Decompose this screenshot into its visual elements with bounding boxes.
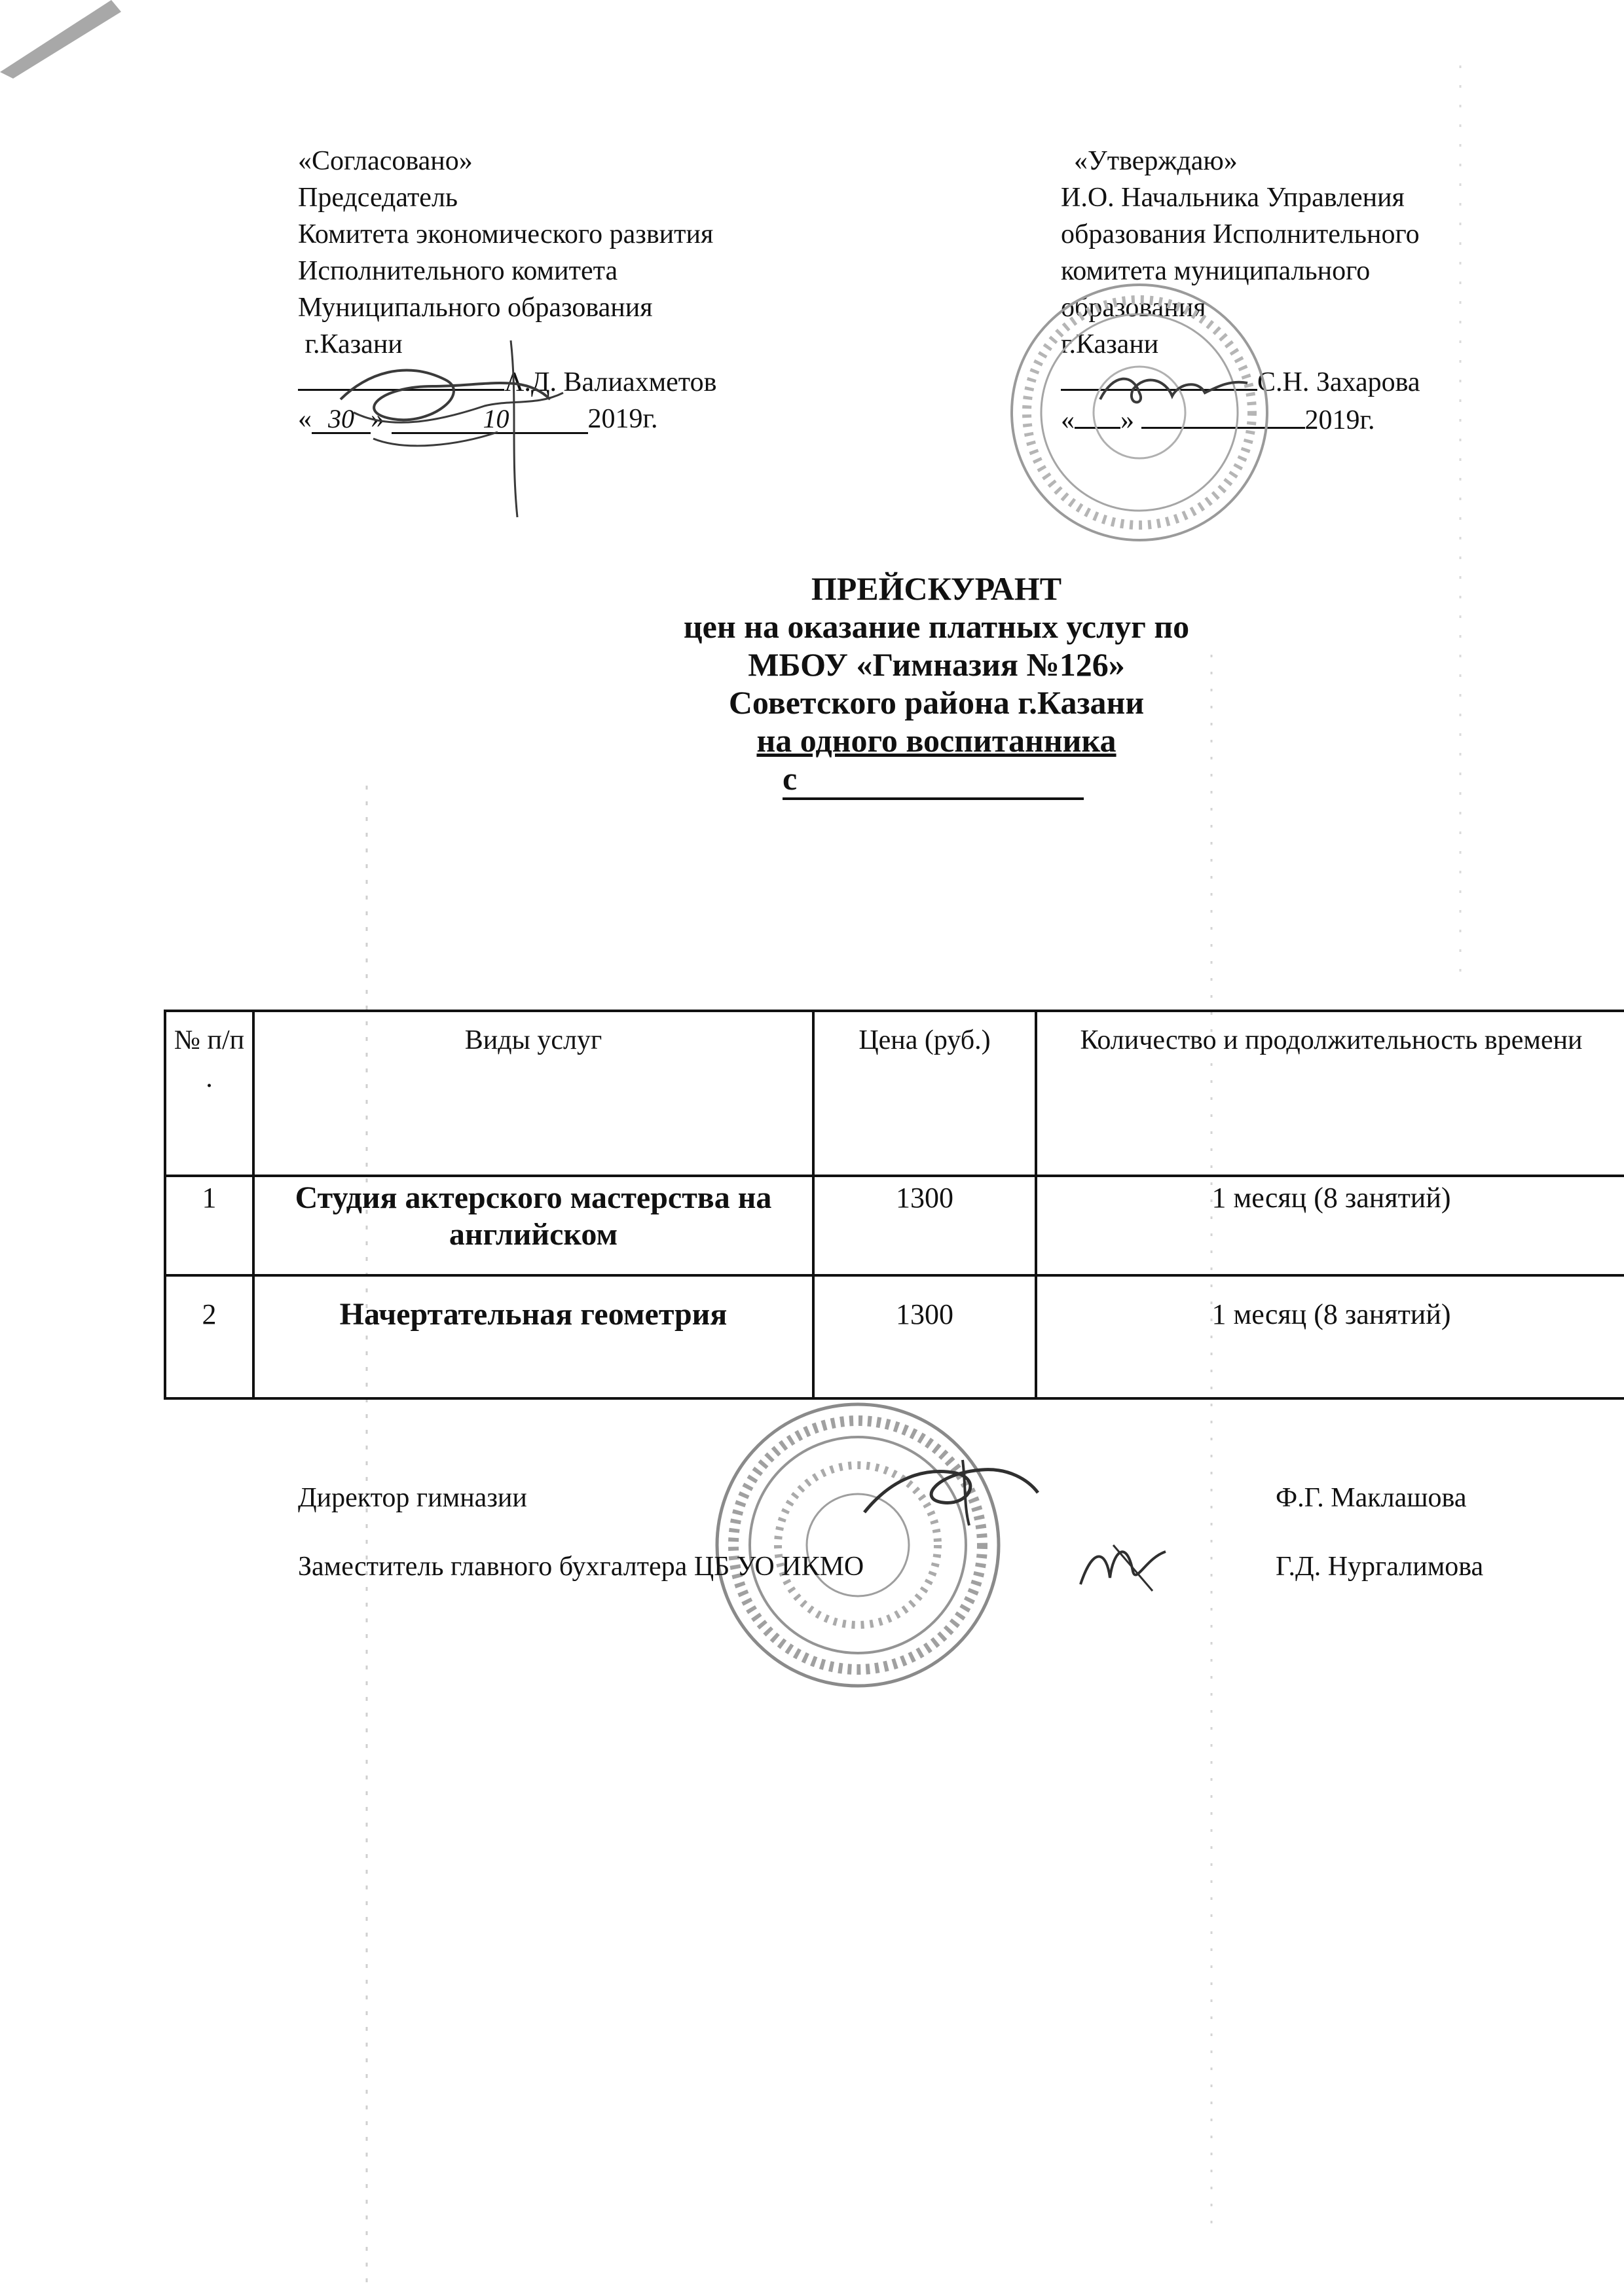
row-num: 2 xyxy=(165,1275,253,1398)
title-line: цен на оказание платных услуг по xyxy=(683,608,1190,645)
row-service: Студия актерского мастерства на английском xyxy=(253,1176,813,1275)
accountant-title: Заместитель главного бухгалтера ЦБ УО ИКМО xyxy=(298,1552,864,1582)
director-title: Директор гимназии xyxy=(298,1483,527,1513)
school-stamp-icon xyxy=(707,1394,1008,1696)
agreed-line: Комитета экономического развития xyxy=(298,219,714,249)
approve-line: комитета муниципального xyxy=(1061,256,1371,286)
row-price: 1300 xyxy=(813,1176,1036,1275)
agreed-line: Муниципального образования xyxy=(298,293,653,323)
director-name: Ф.Г. Маклашова xyxy=(1276,1483,1467,1513)
agreed-date-year: 2019г. xyxy=(587,404,658,434)
approve-signer: С.Н. Захарова xyxy=(1257,367,1420,397)
agreed-line: г.Казани xyxy=(298,329,403,359)
agreed-date-line: « 30 » 10 2019г. xyxy=(298,404,658,434)
agreed-date-month: 10 xyxy=(392,406,588,434)
accountant-signature xyxy=(1074,1532,1172,1604)
header-service: Виды услуг xyxy=(253,1011,813,1176)
row-duration: 1 месяц (8 занятий) xyxy=(1036,1275,1624,1398)
table-header-row xyxy=(165,1011,1624,1176)
title-date-line: с xyxy=(511,759,1362,800)
approve-date-line: « » 2019г. xyxy=(1061,401,1532,439)
title-line: на одного воспитанника xyxy=(756,722,1116,759)
header-price: Цена (руб.) xyxy=(813,1011,1036,1176)
approve-line: образования xyxy=(1061,293,1206,323)
approve-date-year: 2019г. xyxy=(1304,405,1375,435)
approve-signature xyxy=(1087,360,1257,419)
title-line: Советского района г.Казани xyxy=(728,684,1145,721)
accountant-name: Г.Д. Нургалимова xyxy=(1276,1552,1484,1582)
agreed-date-day: 30 xyxy=(312,406,371,434)
approve-line: г.Казани xyxy=(1061,329,1159,359)
approve-line: И.О. Начальника Управления xyxy=(1061,183,1405,213)
title-line: МБОУ «Гимназия №126» xyxy=(748,646,1125,683)
row-num: 1 xyxy=(165,1176,253,1275)
table-row xyxy=(165,1176,1624,1275)
header-duration: Количество и продолжительность времени xyxy=(1036,1011,1624,1176)
agreed-line: Председатель xyxy=(298,183,458,213)
document-title: ПРЕЙСКУРАНТ xyxy=(811,570,1062,607)
director-signature xyxy=(851,1440,1048,1532)
approve-line: образования Исполнительного xyxy=(1061,219,1420,249)
row-price: 1300 xyxy=(813,1275,1036,1398)
row-service: Начертательная геометрия xyxy=(253,1275,813,1398)
header-num: № п/п . xyxy=(165,1011,253,1176)
table-row xyxy=(165,1275,1624,1398)
agreed-signer: А.Д. Валиахметов xyxy=(504,367,717,397)
row-duration: 1 месяц (8 занятий) xyxy=(1036,1176,1624,1275)
agreed-signature xyxy=(314,321,589,530)
agreed-line: Исполнительного комитета xyxy=(298,256,618,286)
agreed-heading: «Согласовано» xyxy=(298,146,473,176)
price-table xyxy=(164,1010,1624,1400)
approve-heading: «Утверждаю» xyxy=(1074,146,1238,176)
title-block xyxy=(511,570,1362,800)
